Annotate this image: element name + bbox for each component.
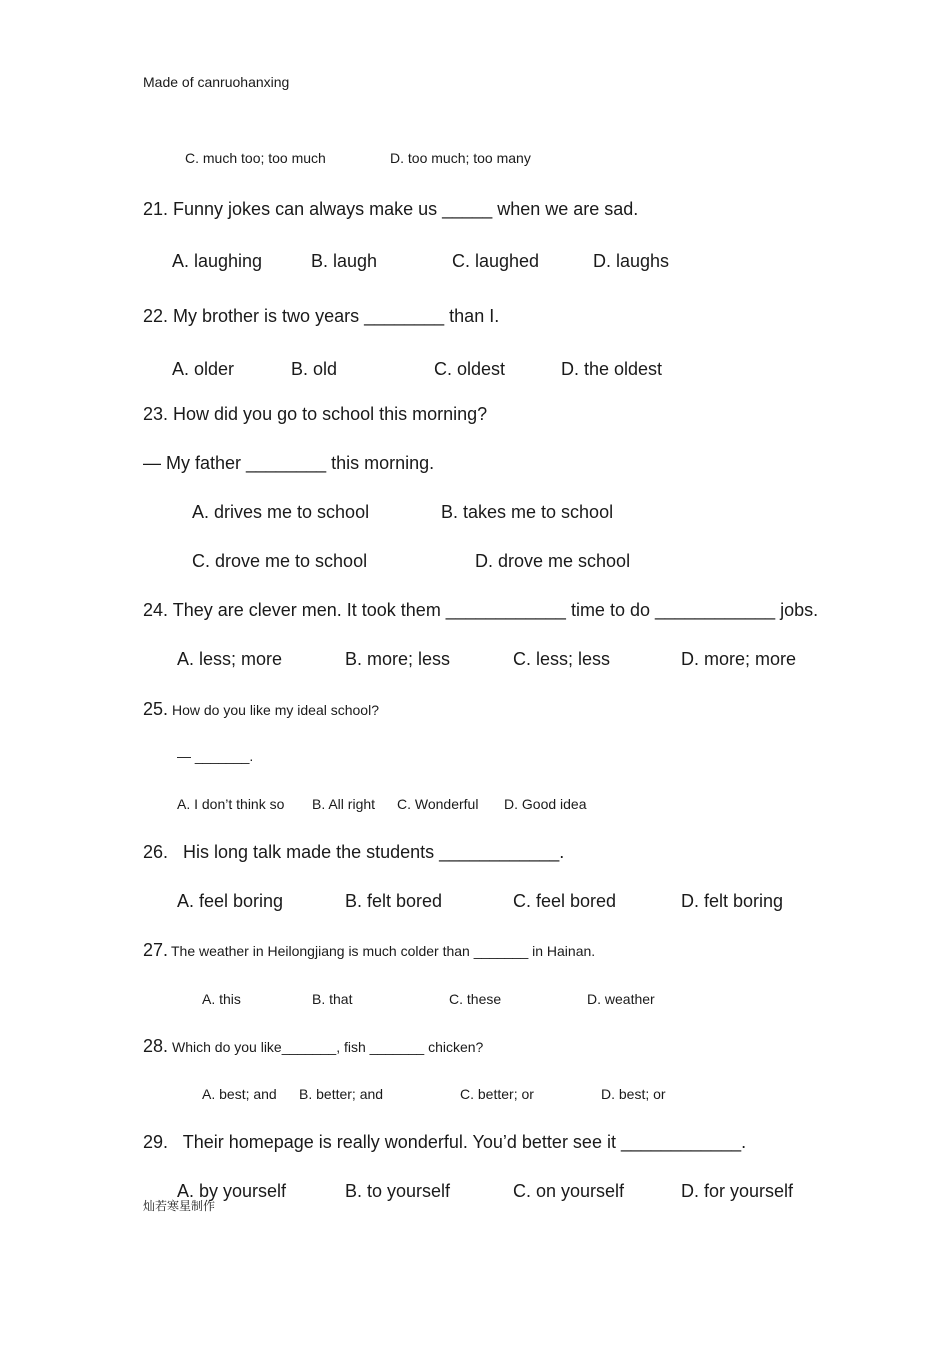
q29-option-a: A. by yourself [177,1181,287,1201]
page-header: Made of canruohanxing [143,74,290,90]
q28-option-b: B. better; and [299,1086,384,1102]
q28-stem: Which do you like_______, fish _______ chicken? [172,1039,484,1055]
q26-option-c: C. feel bored [513,891,617,911]
q25-option-b: B. All right [312,796,376,812]
q23-option-b: B. takes me to school [441,502,614,522]
q27-number: 27. [143,940,169,960]
q27-option-c: C. these [449,991,502,1007]
q20-option-d: D. too much; too many [390,150,531,166]
q23-option-c: C. drove me to school [192,551,368,571]
q21-stem: 21. Funny jokes can always make us _____ when we are sad. [143,199,639,219]
q24-option-c: C. less; less [513,649,611,669]
q25-number: 25. [143,699,169,719]
q23-stem: 23. How did you go to school this morning? [143,404,488,424]
q29-option-b: B. to yourself [345,1181,451,1201]
q21-option-a: A. laughing [172,251,263,271]
q25-option-d: D. Good idea [504,796,587,812]
q29-option-d: D. for yourself [681,1181,794,1201]
q24-option-a: A. less; more [177,649,283,669]
page-footer: 灿若寒星制作 [143,1199,216,1213]
q21-option-b: B. laugh [311,251,378,271]
q25-option-c: C. Wonderful [397,796,479,812]
q24-option-b: B. more; less [345,649,451,669]
q22-stem: 22. My brother is two years ________ than I. [143,306,500,326]
q27-option-a: A. this [202,991,241,1007]
q20-option-c: C. much too; too much [185,150,326,166]
q22-option-c: C. oldest [434,359,506,379]
q28-number: 28. [143,1036,169,1056]
q24-stem: 24. They are clever men. It took them ____________ time to do ____________ jobs. [143,600,819,620]
q23-option-d: D. drove me school [475,551,631,571]
q22-option-b: B. old [291,359,338,379]
q26-option-a: A. feel boring [177,891,284,911]
q22-option-a: A. older [172,359,235,379]
q29-option-c: C. on yourself [513,1181,625,1201]
q21-option-d: D. laughs [593,251,670,271]
q24-option-d: D. more; more [681,649,797,669]
q29-stem: 29. Their homepage is really wonderful. You’d better see it ____________. [143,1132,747,1152]
q25-stem: How do you like my ideal school? [172,702,379,718]
q28-option-a: A. best; and [202,1086,277,1102]
q26-option-d: D. felt boring [681,891,784,911]
q21-option-c: C. laughed [452,251,540,271]
q27-option-b: B. that [312,991,353,1007]
q23-option-a: A. drives me to school [192,502,370,522]
q28-option-d: D. best; or [601,1086,666,1102]
q25-option-a: A. I don’t think so [177,796,285,812]
q28-option-c: C. better; or [460,1086,534,1102]
q22-option-d: D. the oldest [561,359,663,379]
q26-option-b: B. felt bored [345,891,443,911]
q27-option-d: D. weather [587,991,655,1007]
q23-reply: — My father ________ this morning. [143,453,435,473]
q25-reply: — _______. [177,748,254,764]
q26-stem: 26. His long talk made the students ____________. [143,842,565,862]
q27-stem: The weather in Heilongjiang is much colder than _______ in Hainan. [171,943,596,959]
